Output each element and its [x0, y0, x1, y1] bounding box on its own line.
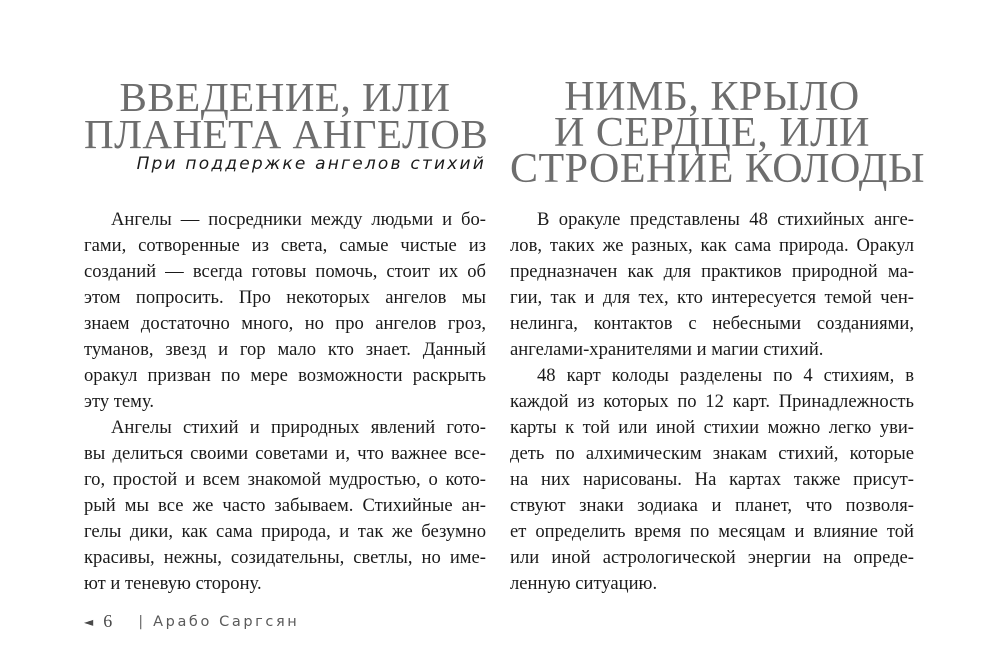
text-line: 48 карт колоды разделены по 4 стихиям, в — [537, 365, 914, 386]
text-line: нелинга, контактов с небесными созданиями, — [510, 313, 914, 334]
text-line: туманов, звезд и гор мало кто знает. Данный — [84, 339, 486, 360]
text-line: эту тему. — [84, 391, 155, 412]
text-line: созданий — всегда готовы помочь, стоит их об — [84, 261, 486, 282]
text-line: ют и теневую сторону. — [84, 573, 262, 594]
page-footer — [84, 611, 299, 632]
text-line: каждой из которых по 12 карт. Принадлежность — [510, 391, 914, 412]
right-body-text — [510, 207, 914, 597]
text-line: знаем достаточно много, но про ангелов гроз, — [84, 313, 486, 334]
right-heading — [510, 74, 926, 192]
text-line: Ангелы — посредники между людьми и бо- — [111, 209, 486, 230]
text-line: или иной астрологической энергии на опреде- — [510, 547, 914, 568]
heading-line: ВВЕДЕНИЕ, ИЛИ — [119, 74, 451, 120]
text-line: гелы дики, как сама природа, и так же безумно — [84, 521, 486, 542]
text-line: предназначен как для практиков природной ма- — [510, 261, 914, 282]
text-line: лов, таких же разных, как сама природа. Оракул — [510, 235, 914, 256]
text-line: на них нарисованы. На картах также присут- — [510, 469, 914, 490]
text-line: ленную ситуацию. — [510, 573, 658, 594]
text-line: этом попросить. Про некоторых ангелов мы — [84, 287, 486, 308]
left-arrow-icon: ◄ — [84, 614, 94, 629]
text-line: Ангелы стихий и природных явлений гото- — [111, 417, 486, 438]
text-line: го, простой и всем знакомой мудростью, о кото- — [84, 469, 486, 490]
text-line: деть по алхимическим знакам стихий, которые — [510, 443, 914, 464]
text-line: вы делиться своими советами и, что важнее все- — [84, 443, 486, 464]
heading-line: НИМБ, КРЫЛО — [564, 74, 860, 120]
text-line: гии, так и для тех, кто интересуется темой чен- — [510, 287, 914, 308]
text-line: оракул призван по мере возможности раскрыть — [84, 365, 486, 386]
text-line: В оракуле представлены 48 стихийных анге- — [537, 209, 914, 230]
left-subtitle: При поддержке ангелов стихий — [136, 154, 486, 174]
text-line: рый мы все же часто забываем. Стихийные ан- — [84, 495, 486, 516]
heading-line: ПЛАНЕТА АНГЕЛОВ — [84, 111, 489, 157]
text-line: гами, сотворенные из света, самые чистые из — [84, 235, 486, 256]
footer-separator: | — [138, 613, 144, 630]
heading-line: СТРОЕНИЕ КОЛОДЫ — [510, 146, 926, 192]
heading-line: И СЕРДЦЕ, ИЛИ — [554, 110, 870, 156]
text-line: красивы, нежны, созидательны, светлы, но име- — [84, 547, 486, 568]
author-name: Арабо Саргсян — [153, 613, 300, 630]
text-line: ствуют знаки зодиака и планет, что позволя- — [510, 495, 914, 516]
text-line: карты к той или иной стихии можно легко уви- — [510, 417, 914, 438]
left-body-text — [84, 207, 486, 597]
text-line: ангелами-хранителями и магии стихий. — [510, 339, 824, 360]
left-heading — [84, 74, 489, 157]
text-line: ет определить время по месяцам и влияние той — [510, 521, 914, 542]
page-number: 6 — [103, 611, 113, 631]
